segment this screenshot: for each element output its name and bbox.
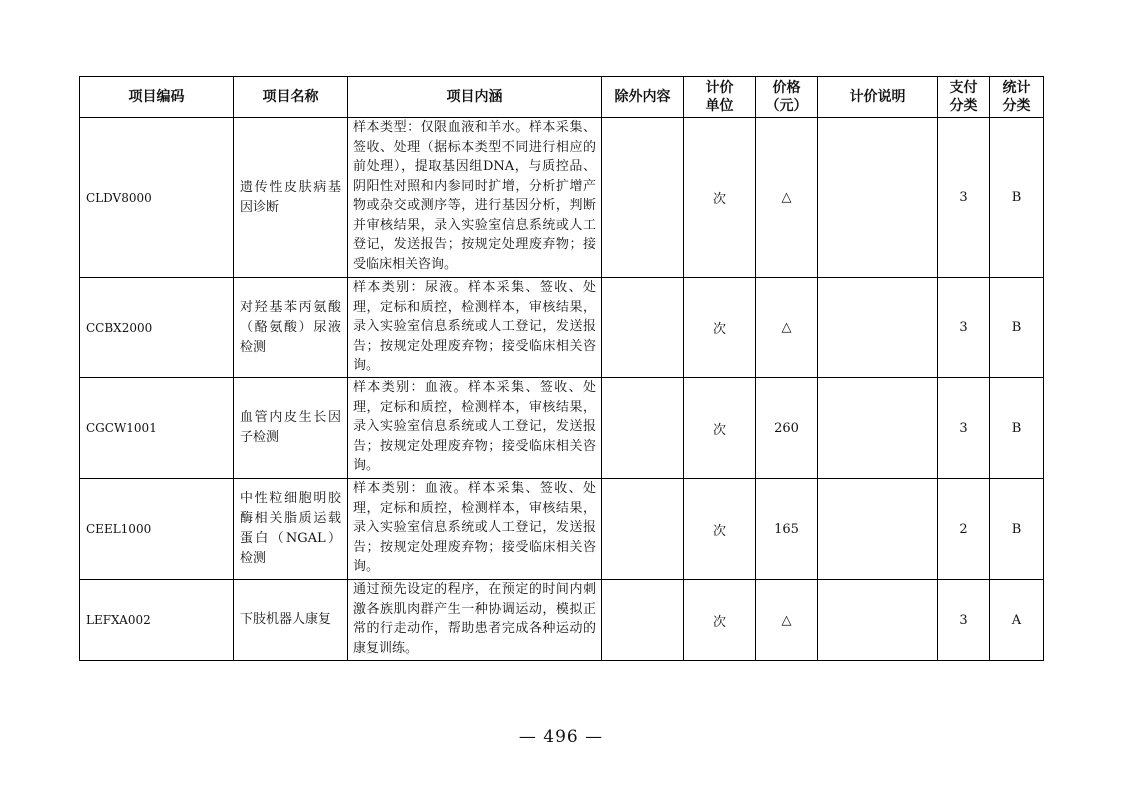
item-code: CCBX2000 xyxy=(80,278,234,378)
item-content: 样本类别：血液。样本采集、签收、处理，定标和质控，检测样本，审核结果，录入实验室信息系统或人工登记，发送报告；按规定处理废弃物；接受临床相关咨询。 xyxy=(348,479,602,580)
item-excluded xyxy=(602,580,684,661)
item-payment: 3 xyxy=(938,118,990,278)
item-code: LEFXA002 xyxy=(80,580,234,661)
item-payment: 3 xyxy=(938,580,990,661)
header-row xyxy=(80,77,1044,118)
item-content: 样本类型：仅限血液和羊水。样本采集、签收、处理（据标本类型不同进行相应的前处理），提取基因组DNA，与质控品、阴阳性对照和内参同时扩增，分析扩增产物或杂交或测序等，进行基因分析，判断并审核结果，录入实验室信息系统或人工登记，发送报告；按规定处理废弃物；接受临床相关咨询。 xyxy=(348,118,602,278)
header-stats: 统计 分类 xyxy=(990,77,1044,118)
pricing-table xyxy=(79,76,1044,661)
item-unit: 次 xyxy=(684,378,756,479)
item-price: 165 xyxy=(756,479,818,580)
item-note xyxy=(818,580,938,661)
item-price: △ xyxy=(756,278,818,378)
item-price: △ xyxy=(756,580,818,661)
table-row xyxy=(80,580,1044,661)
item-excluded xyxy=(602,278,684,378)
item-unit: 次 xyxy=(684,580,756,661)
table-row xyxy=(80,378,1044,479)
item-unit: 次 xyxy=(684,479,756,580)
item-excluded xyxy=(602,479,684,580)
header-content: 项目内涵 xyxy=(348,77,602,118)
item-stats: B xyxy=(990,378,1044,479)
item-name: 遗传性皮肤病基因诊断 xyxy=(234,118,348,278)
item-name: 下肢机器人康复 xyxy=(234,580,348,661)
item-unit: 次 xyxy=(684,278,756,378)
header-code: 项目编码 xyxy=(80,77,234,118)
header-note: 计价说明 xyxy=(818,77,938,118)
table-header xyxy=(80,77,1044,118)
item-note xyxy=(818,479,938,580)
item-excluded xyxy=(602,378,684,479)
header-payment: 支付 分类 xyxy=(938,77,990,118)
header-price: 价格 （元） xyxy=(756,77,818,118)
table-row xyxy=(80,118,1044,278)
header-unit: 计价 单位 xyxy=(684,77,756,118)
item-unit: 次 xyxy=(684,118,756,278)
header-excluded: 除外内容 xyxy=(602,77,684,118)
item-stats: B xyxy=(990,479,1044,580)
header-name: 项目名称 xyxy=(234,77,348,118)
item-name: 对羟基苯丙氨酸（酪氨酸）尿液检测 xyxy=(234,278,348,378)
table-row xyxy=(80,479,1044,580)
item-code: CGCW1001 xyxy=(80,378,234,479)
item-payment: 3 xyxy=(938,378,990,479)
item-stats: A xyxy=(990,580,1044,661)
item-note xyxy=(818,278,938,378)
item-content: 样本类别：尿液。样本采集、签收、处理，定标和质控，检测样本，审核结果，录入实验室信息系统或人工登记，发送报告；按规定处理废弃物；接受临床相关咨询。 xyxy=(348,278,602,378)
item-code: CLDV8000 xyxy=(80,118,234,278)
item-stats: B xyxy=(990,118,1044,278)
item-payment: 2 xyxy=(938,479,990,580)
item-note xyxy=(818,118,938,278)
item-content: 样本类别：血液。样本采集、签收、处理，定标和质控，检测样本，审核结果，录入实验室信息系统或人工登记，发送报告；按规定处理废弃物；接受临床相关咨询。 xyxy=(348,378,602,479)
item-content: 通过预先设定的程序，在预定的时间内刺激各族肌肉群产生一种协调运动，模拟正常的行走动作，帮助患者完成各种运动的康复训练。 xyxy=(348,580,602,661)
item-name: 血管内皮生长因子检测 xyxy=(234,378,348,479)
page-number: — 496 — xyxy=(518,727,604,747)
item-price: 260 xyxy=(756,378,818,479)
table-body xyxy=(80,118,1044,661)
item-stats: B xyxy=(990,278,1044,378)
item-note xyxy=(818,378,938,479)
item-price: △ xyxy=(756,118,818,278)
item-name: 中性粒细胞明胶酶相关脂质运载蛋白（NGAL）检测 xyxy=(234,479,348,580)
table-row xyxy=(80,278,1044,378)
item-excluded xyxy=(602,118,684,278)
item-code: CEEL1000 xyxy=(80,479,234,580)
item-payment: 3 xyxy=(938,278,990,378)
